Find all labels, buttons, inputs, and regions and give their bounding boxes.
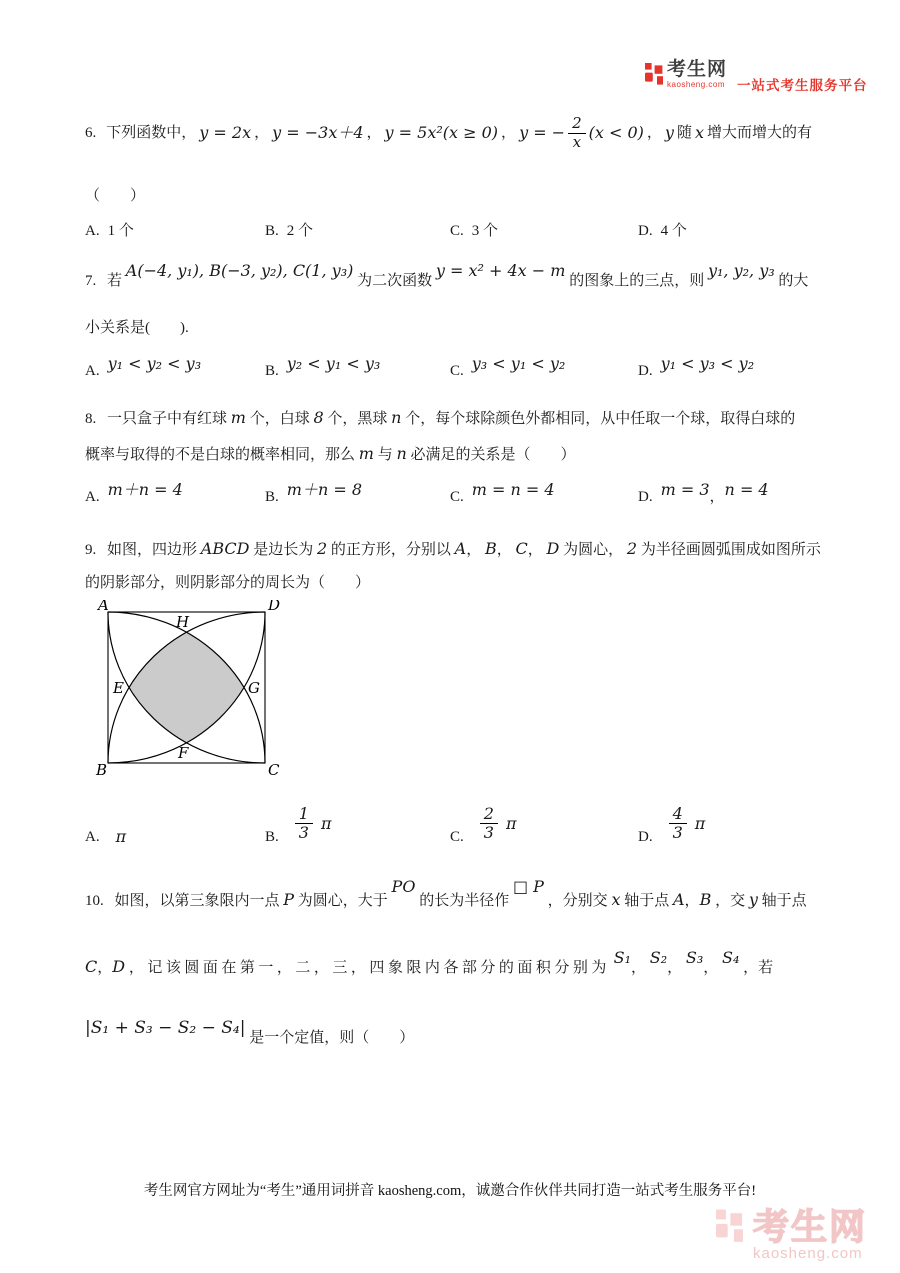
comma: ， (466, 542, 482, 558)
q8-var-n: n (391, 408, 402, 427)
q6-option-c (450, 219, 638, 240)
q10-area-S4: S₄ (722, 948, 740, 967)
question-10-text: 如图，以第三象限内一点 (114, 893, 280, 909)
q6-function-3: y = 5x²(x ≥ 0) (384, 123, 499, 142)
q6-fraction (568, 115, 586, 151)
comma: ， (366, 125, 382, 141)
comma: ， (97, 960, 113, 976)
question-7-line-1 (85, 261, 840, 293)
question-8-text: 概率与取得的不是白球的概率相同，那么 (85, 447, 356, 463)
q8-count-8: 8 (313, 408, 324, 427)
q6-function-4-prefix: y = − (519, 123, 566, 142)
q7-y-values: y₁, y₂, y₃ (707, 261, 775, 280)
fraction-numerator: 2 (480, 805, 498, 824)
question-9-text: 如图，四边形 (107, 542, 198, 558)
option-text: m = 3 (660, 480, 710, 499)
q7-option-b (265, 354, 450, 380)
q8-var-n: n (396, 444, 407, 463)
question-8-text: 必满足的关系是（ ） (410, 447, 576, 463)
kaosheng-watermark (716, 1206, 867, 1262)
watermark-name: 考生网 (753, 1206, 868, 1247)
question-9-line-1 (85, 537, 840, 562)
q10-point: B (699, 890, 712, 909)
footer-text: 考生网官方网址为“考生”通用词拼音 kaosheng.com，诚邀合作伙伴共同打造一站式考生服务平台! (143, 1183, 757, 1199)
q9-option-b (265, 798, 450, 848)
q7-equation: y = x² + 4x − m (435, 261, 566, 280)
q8-option-a (85, 480, 265, 506)
question-10-line-1 (85, 877, 840, 913)
q10-circle-P: □ P (512, 877, 544, 896)
question-10-text: ，交 (715, 893, 746, 909)
option-label: D. (638, 489, 653, 505)
comma: ， (527, 542, 543, 558)
option-fraction (480, 805, 498, 841)
q10-area-S3: S₃ (685, 948, 704, 967)
q6-var-y: y (664, 123, 674, 142)
q8-option-b (265, 480, 450, 506)
question-7-text: 若 (107, 273, 123, 289)
figure-label-D: D (268, 600, 281, 614)
question-9-number: 9. (85, 542, 97, 558)
answer-blank: （ ） (85, 188, 146, 204)
pi-symbol: π (694, 813, 706, 833)
option-text: m＋n = 4 (107, 480, 183, 499)
option-label: C. (450, 829, 464, 845)
option-fraction (295, 805, 313, 841)
option-text: 3 个 (471, 223, 499, 239)
q6-option-d (638, 219, 687, 240)
option-fraction (669, 805, 687, 841)
pi-symbol: π (115, 827, 127, 846)
option-text: 2 个 (286, 223, 314, 239)
option-label: C. (450, 489, 464, 505)
question-6-text: 随 (676, 125, 692, 141)
question-8-text: 个，每个球除颜色外都相同，从中任取一个球，取得白球的 (405, 411, 796, 427)
question-6-options (85, 219, 687, 240)
q6-option-b (265, 219, 450, 240)
logo-text-stack (667, 60, 727, 89)
pi-symbol: π (320, 813, 332, 833)
option-label: B. (265, 489, 279, 505)
question-9-text: 是边长为 (253, 542, 314, 558)
watermark-text-stack (753, 1208, 867, 1262)
q8-option-c (450, 480, 638, 506)
question-7-text: 的图象上的三点，则 (569, 273, 705, 289)
option-sep: ， (709, 489, 725, 505)
question-7-text: 为二次函数 (357, 273, 433, 289)
fraction-numerator: 1 (295, 805, 313, 824)
watermark-domain: kaosheng.com (753, 1245, 863, 1262)
logo-domain: kaosheng.com (667, 80, 726, 89)
question-10-text: 轴于点 (761, 893, 807, 909)
figure-label-C: C (268, 761, 280, 779)
question-9-text: 为圆心， (563, 542, 624, 558)
q9-radius: 2 (626, 539, 638, 558)
fraction-denominator: 3 (298, 822, 309, 842)
q8-var-m: m (358, 444, 374, 463)
question-7-text: 小关系是( ). (85, 320, 189, 336)
square-arcs-diagram (94, 600, 284, 780)
question-10-text: ，若 (743, 960, 774, 976)
question-9-text: 为半径画圆弧围成如图所示 (640, 542, 821, 558)
option-text: y₁ < y₃ < y₂ (660, 354, 755, 373)
option-label: B. (265, 223, 279, 239)
question-7-text: 的大 (778, 273, 809, 289)
pi-symbol: π (505, 813, 517, 833)
q8-var-m: m (230, 408, 246, 427)
option-text: y₁ < y₂ < y₃ (107, 354, 202, 373)
q6-function-4-domain: (x < 0) (588, 123, 644, 142)
question-8-text: 一只盒子中有红球 (107, 411, 228, 427)
comma: ， (254, 125, 270, 141)
option-label: D. (638, 223, 653, 239)
question-6-text: 下列函数中， (106, 125, 197, 141)
question-10-line-3 (85, 1018, 840, 1050)
fraction-denominator: 3 (483, 822, 494, 842)
question-6-text: 增大而增大的有 (707, 125, 813, 141)
question-6-answer-paren (85, 184, 840, 208)
comma: ， (496, 542, 512, 558)
q10-point: C (85, 957, 98, 976)
fraction-denominator: 3 (672, 822, 683, 842)
q6-var-x: x (694, 123, 705, 142)
option-text-2: n = 4 (724, 480, 769, 499)
question-8-text: 个，白球 (249, 411, 310, 427)
option-text: 1 个 (107, 223, 134, 239)
question-10-text: 轴于点 (624, 893, 670, 909)
question-8-text: 与 (377, 447, 393, 463)
comma: ， (630, 960, 646, 976)
option-label: A. (85, 489, 100, 505)
question-9-options (85, 798, 705, 848)
question-7-options (85, 354, 755, 380)
question-6-number: 6. (85, 125, 97, 141)
fraction-numerator: 2 (568, 115, 586, 133)
comma: ， (703, 960, 719, 976)
option-text: y₂ < y₁ < y₃ (286, 354, 381, 373)
q10-point-P: P (283, 890, 295, 909)
question-8-text: 个，黑球 (327, 411, 388, 427)
figure-label-G: G (248, 679, 260, 697)
question-10-text: ，分别交 (547, 893, 608, 909)
option-text: 4 个 (660, 223, 687, 239)
comma: ， (646, 125, 662, 141)
question-8-line-2 (85, 442, 840, 467)
q7-option-c (450, 354, 638, 380)
question-10-text: ，记该圆面在第一，二，三，四象限内各部分的面积分别为 (128, 960, 610, 976)
q10-abs-expression: |S₁ + S₃ − S₂ − S₄| (85, 1018, 246, 1038)
q9-option-c (450, 798, 638, 848)
q7-option-a (85, 354, 265, 380)
q9-point: A (454, 539, 467, 558)
option-label: A. (85, 829, 100, 845)
q9-figure (94, 600, 284, 785)
question-10-text: 为圆心，大于 (297, 893, 388, 909)
fraction-numerator: 4 (669, 805, 687, 824)
option-label: B. (265, 829, 279, 845)
logo-name: 考生网 (667, 59, 728, 80)
q9-point: B (485, 539, 497, 558)
q9-square-name: ABCD (200, 539, 250, 558)
q10-segment-PO: PO (391, 877, 416, 896)
q10-point: A (672, 890, 685, 909)
option-label: D. (638, 829, 653, 845)
figure-label-F: F (178, 744, 189, 762)
question-7-line-2 (85, 316, 840, 340)
option-label: A. (85, 363, 100, 379)
q9-side-length: 2 (316, 539, 328, 558)
question-9-line-2 (85, 571, 840, 595)
figure-label-E: E (113, 679, 124, 697)
q9-point: C (515, 539, 528, 558)
option-label: A. (85, 223, 100, 239)
kaosheng-watermark-icon (716, 1206, 743, 1249)
q9-option-d (638, 798, 705, 848)
figure-label-B: B (96, 761, 108, 779)
question-8-number: 8. (85, 411, 97, 427)
q8-option-d (638, 480, 769, 506)
comma: ， (501, 125, 517, 141)
question-10-number: 10. (85, 893, 104, 909)
kaosheng-logo-icon (645, 60, 663, 90)
q6-option-a (85, 219, 265, 240)
q9-option-a (85, 798, 265, 848)
q10-var-y: y (748, 890, 758, 909)
question-8-line-1 (85, 406, 840, 431)
option-text: m = n = 4 (471, 480, 555, 499)
q6-function-1: y = 2x (199, 123, 252, 142)
comma: ， (684, 893, 700, 909)
question-8-options (85, 480, 769, 506)
q10-var-x: x (611, 890, 621, 909)
question-7-number: 7. (85, 273, 97, 289)
option-label: C. (450, 363, 464, 379)
q7-option-d (638, 354, 755, 380)
figure-label-A: A (98, 600, 109, 614)
logo-tagline: 一站式考生服务平台 (737, 78, 868, 93)
option-label: B. (265, 363, 279, 379)
question-9-text: 的正方形，分别以 (330, 542, 451, 558)
kaosheng-logo (645, 60, 868, 94)
q10-area-S2: S₂ (649, 948, 668, 967)
comma: ， (667, 960, 683, 976)
question-10-text: 是一个定值，则（ ） (249, 1030, 415, 1046)
q7-points: A(−4, y₁), B(−3, y₂), C(1, y₃) (125, 261, 354, 280)
question-10-line-2 (85, 948, 840, 980)
question-10-text: 的长为半径作 (419, 893, 510, 909)
shaded-region (129, 632, 244, 743)
fraction-denominator: x (572, 132, 582, 151)
option-text: y₃ < y₁ < y₂ (471, 354, 566, 373)
q10-area-S1: S₁ (613, 948, 631, 967)
option-label: C. (450, 223, 464, 239)
question-9-text: 的阴影部分，则阴影部分的周长为（ ） (85, 575, 371, 591)
figure-label-H: H (176, 613, 190, 631)
option-text: m＋n = 8 (286, 480, 363, 499)
option-label: D. (638, 363, 653, 379)
q9-point: D (546, 539, 560, 558)
q6-function-2: y = −3x＋4 (272, 123, 364, 142)
q10-point: D (112, 957, 126, 976)
question-6-line-1 (85, 104, 840, 162)
